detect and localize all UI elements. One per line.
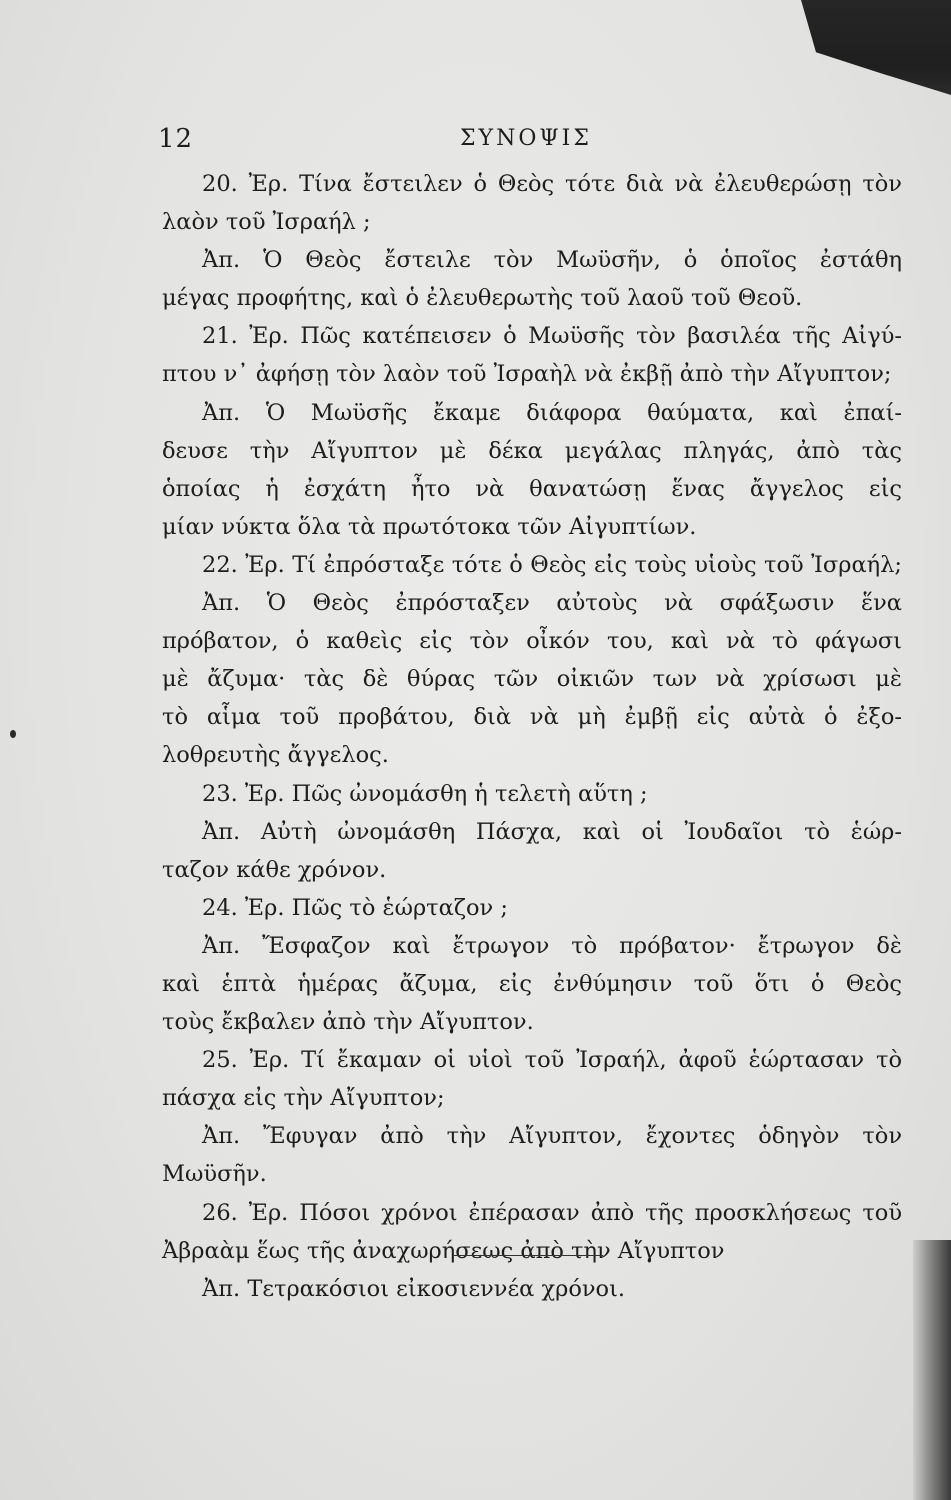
text-line: 20. Ἐρ. Τίνα ἔστειλεν ὁ Θεὸς τότε διὰ νὰ ἐλευθερώσῃ τὸν xyxy=(202,171,902,197)
text-line: 21. Ἐρ. Πῶς κατέπεισεν ὁ Μωϋσῆς τὸν βασιλέα τῆς Αἰγύ- xyxy=(202,323,902,350)
text-line: 22. Ἐρ. Τί ἐπρόσταξε τότε ὁ Θεὸς εἰς τοὺς υἱοὺς τοῦ Ἰσραήλ; xyxy=(202,551,902,578)
text-line: 26. Ἐρ. Πόσοι χρόνοι ἐπέρασαν ἀπὸ τῆς προσκλήσεως τοῦ xyxy=(202,1199,902,1226)
text-line: Ἀπ. Ἔσφαζον καὶ ἔτρωγον τὸ πρόβατον· ἔτρωγον δὲ xyxy=(202,932,902,959)
text-line: πτου ν᾽ ἀφήσῃ τὸν λαὸν τοῦ Ἰσραὴλ νὰ ἐκβῇ ἀπὸ τὴν Αἴγυπτον; xyxy=(162,361,892,388)
text-line: Ἀπ. Ὁ Θεὸς ἐπρόσταξεν αὐτοὺς νὰ σφάξωσιν ἕνα xyxy=(202,590,902,617)
text-line: 25. Ἐρ. Τί ἔκαμαν οἱ υἱοὶ τοῦ Ἰσραήλ, ἀφοῦ ἑώρτασαν τὸ xyxy=(202,1047,902,1074)
text-line: μίαν νύκτα ὅλα τὰ πρωτότοκα τῶν Αἰγυπτίων. xyxy=(162,513,697,540)
text-line: μέγας προφήτης, καὶ ὁ ἐλευθερωτὴς τοῦ λαοῦ τοῦ Θεοῦ. xyxy=(162,285,803,312)
ink-speck xyxy=(10,730,16,738)
text-line: δευσε τὴν Αἴγυπτον μὲ δέκα μεγάλας πληγάς, ἀπὸ τὰς xyxy=(162,437,902,464)
text-line: 24. Ἐρ. Πῶς τὸ ἑώρταζον ; xyxy=(202,894,508,921)
scan-shadow-top xyxy=(801,0,951,95)
text-line: Μωϋσῆν. xyxy=(162,1161,267,1188)
text-line: Ἀπ. Ὁ Θεὸς ἔστειλε τὸν Μωϋσῆν, ὁ ὁποῖος ἐστάθη xyxy=(202,247,902,274)
text-line: λοθρευτὴς ἄγγελος. xyxy=(162,742,389,769)
text-line: Ἀπ. Ὁ Μωϋσῆς ἔκαμε διάφορα θαύματα, καὶ ἐπαί- xyxy=(202,399,902,426)
text-line: Ἀπ. Αὐτὴ ὠνομάσθη Πάσχα, καὶ οἱ Ἰουδαῖοι τὸ ἑώρ- xyxy=(202,818,902,845)
body-text xyxy=(162,165,902,1308)
running-title: ΣΥΝΟΨΙΣ xyxy=(460,126,592,151)
text-line: μὲ ἄζυμα· τὰς δὲ θύρας τῶν οἰκιῶν των νὰ χρίσωσι μὲ xyxy=(162,666,902,693)
text-line: καὶ ἑπτὰ ἡμέρας ἄζυμα, εἰς ἐνθύμησιν τοῦ ὅτι ὁ Θεὸς xyxy=(162,970,902,997)
text-line: τὸ αἷμα τοῦ προβάτου, διὰ νὰ μὴ ἐμβῇ εἰς αὐτὰ ὁ ἐξο- xyxy=(162,704,902,731)
text-line: Ἀβραὰμ ἕως τῆς ἀναχωρήσεως ἀπὸ τὴν Αἴγυπτον xyxy=(162,1237,725,1264)
text-line: 23. Ἐρ. Πῶς ὠνομάσθη ἡ τελετὴ αὕτη ; xyxy=(202,780,648,807)
text-line: πάσχα εἰς τὴν Αἴγυπτον; xyxy=(162,1085,445,1112)
scan-shadow-bottom xyxy=(913,1240,951,1500)
text-line: ταζον κάθε χρόνον. xyxy=(162,856,387,883)
page-header xyxy=(158,120,903,160)
text-line: Ἀπ. Ἔφυγαν ἀπὸ τὴν Αἴγυπτον, ἔχοντες ὁδηγὸν τὸν xyxy=(202,1123,902,1150)
page-number: 12 xyxy=(158,124,194,154)
text-line: πρόβατον, ὁ καθεὶς εἰς τὸν οἶκόν του, καὶ νὰ τὸ φάγωσι xyxy=(162,628,902,655)
text-line: λαὸν τοῦ Ἰσραήλ ; xyxy=(162,209,371,236)
text-line: ὁποίας ἡ ἐσχάτη ἦτο νὰ θανατώσῃ ἕνας ἄγγελος εἰς xyxy=(162,475,902,502)
text-line: τοὺς ἔκβαλεν ἀπὸ τὴν Αἴγυπτον. xyxy=(162,1009,534,1036)
text-line: Ἀπ. Τετρακόσιοι εἰκοσιεννέα χρόνοι. xyxy=(202,1275,626,1302)
end-rule xyxy=(453,1255,603,1256)
